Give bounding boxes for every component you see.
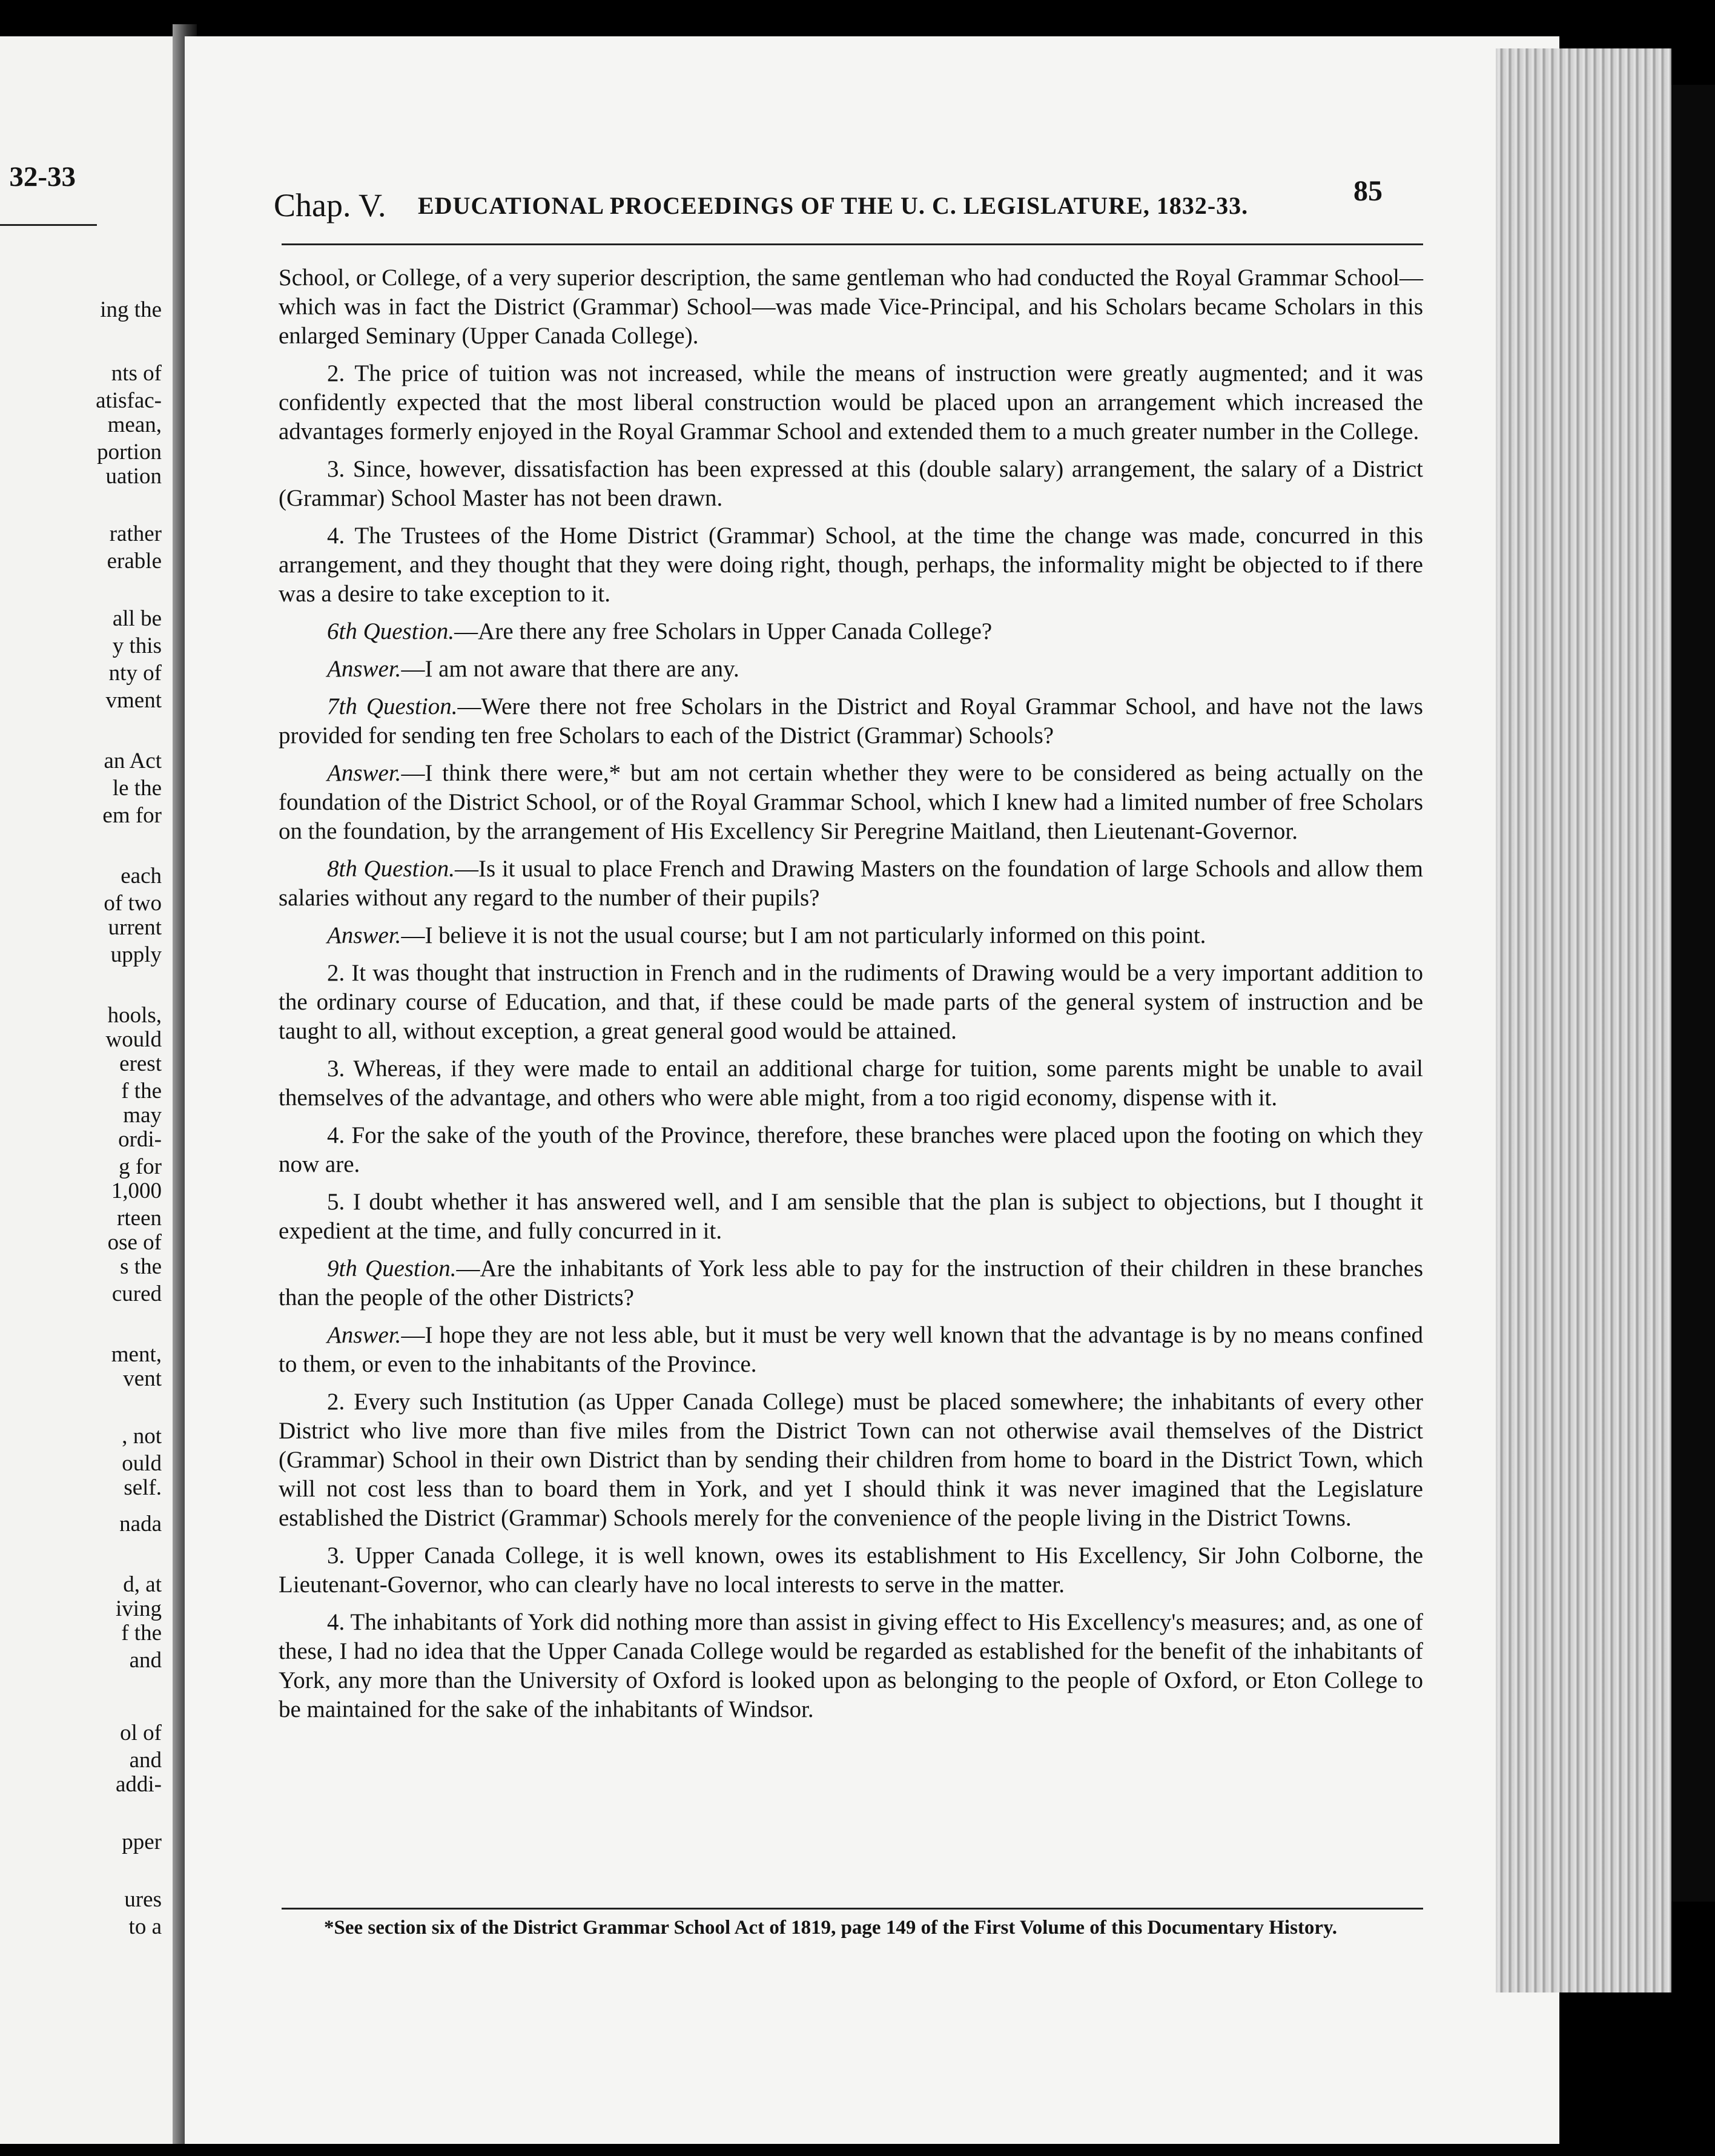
facing-page-fragment: all be — [112, 606, 162, 631]
facing-page-fragment: ing the — [100, 297, 162, 322]
facing-page-fragment: rteen — [117, 1206, 162, 1231]
page-edges — [1496, 48, 1671, 1992]
paragraph-label: 8th Question. — [327, 856, 455, 882]
facing-page-fragment: ment, — [111, 1342, 162, 1367]
paragraph-text: 2. Every such Institution (as Upper Canada College) must be placed somewhere; the inhabitants of every other District who live more than five miles from the District Town can not otherwise avail themselves of the District (Grammar) School in their own District than by sending their children from home to board in the District Town, which will not cost less than to board them in York, and yet I should think it was never imagined that the Legislature established the District (Grammar) Schools merely for the convenience of the people living in the District Towns. — [279, 1389, 1423, 1531]
facing-page-rule — [0, 224, 97, 226]
paragraph — [279, 1541, 1423, 1599]
facing-page-fragment: cured — [111, 1281, 162, 1306]
page — [185, 36, 1559, 2144]
facing-page-fragment: addi- — [115, 1772, 162, 1797]
paragraph-text: —Is it usual to place French and Drawing Masters on the foundation of large Schools and allow them salaries without any regard to the number of their pupils? — [279, 856, 1423, 911]
paragraph-text: 5. I doubt whether it has answered well, and I am sensible that the plan is subject to objections, but I thought it expedient at the time, and fully concurred in it. — [279, 1189, 1423, 1244]
facing-page-fragment: g for — [119, 1154, 162, 1179]
paragraph-text: 4. The Trustees of the Home District (Grammar) School, at the time the change was made, concurred in this arrangement, and they thought that they were doing right, though, perhaps, the informality might be objected to if there was a desire to take exception to it. — [279, 523, 1423, 607]
paragraph — [279, 1608, 1423, 1724]
paragraph — [279, 359, 1423, 446]
paragraph — [279, 263, 1423, 351]
facing-page-fragment: le the — [112, 776, 162, 801]
qa-paragraph — [279, 692, 1423, 750]
running-title: EDUCATIONAL PROCEEDINGS OF THE U. C. LEGISLATURE, 1832-33. — [418, 192, 1249, 219]
facing-page-fragment: 1,000 — [111, 1179, 162, 1203]
paragraph-text: —Are there any free Scholars in Upper Canada College? — [454, 618, 993, 644]
facing-page-fragment: iving — [115, 1596, 162, 1621]
paragraph-text: 2. It was thought that instruction in French and in the rudiments of Drawing would be a very important addition to the ordinary course of Education, and that, if these could be made parts of the general system of instruction and be taught to all, without exception, a great general good would be attained. — [279, 960, 1423, 1044]
paragraph-text: —Are the inhabitants of York less able to pay for the instruction of their children in these branches than the people of the other Districts? — [279, 1255, 1423, 1311]
paragraph-label: Answer. — [327, 760, 401, 786]
paragraph-text: 3. Upper Canada College, it is well known, owes its establishment to His Excellency, Sir John Colborne, the Lieutenant-Governor, who can clearly have no local interests to serve in the matter. — [279, 1543, 1423, 1598]
facing-page-text — [0, 36, 173, 2144]
paragraph-label: Answer. — [327, 1322, 401, 1348]
paragraph-text: 2. The price of tuition was not increased, while the means of instruction were greatly augmented; and it was confidently expected that the most liberal construction would be placed upon an arrangement which increased the advantages formerly enjoyed in the Royal Grammar School and extended them to a much greater number in the College. — [279, 360, 1423, 445]
facing-page-fragment: nty of — [108, 661, 162, 686]
header-rule — [282, 243, 1423, 245]
facing-page-fragment: em for — [102, 803, 162, 828]
qa-paragraph — [279, 1254, 1423, 1312]
footnote-rule — [282, 1908, 1423, 1910]
qa-paragraph — [279, 921, 1423, 950]
body-text — [279, 263, 1423, 1733]
paragraph-label: 6th Question. — [327, 618, 455, 644]
paragraph-text: —Were there not free Scholars in the District and Royal Grammar School, and have not the laws provided for sending ten free Scholars to each of the District (Grammar) Schools? — [279, 693, 1423, 749]
paragraph — [279, 1054, 1423, 1113]
page-number: 85 — [1353, 175, 1383, 207]
facing-page-header: 32-33 — [9, 161, 76, 193]
facing-page-fragment: s the — [120, 1254, 162, 1279]
facing-page-fragment: , not — [122, 1424, 162, 1449]
facing-page-fragment: ordi- — [118, 1127, 162, 1152]
qa-paragraph — [279, 1321, 1423, 1379]
paragraph — [279, 1188, 1423, 1246]
paragraph-label: 9th Question. — [327, 1255, 457, 1281]
facing-page — [0, 36, 173, 2144]
paragraph — [279, 1121, 1423, 1179]
facing-page-fragment: ose of — [107, 1230, 162, 1255]
facing-page-fragment: hools, — [107, 1003, 162, 1028]
facing-page-fragment: upply — [110, 942, 162, 967]
facing-page-fragment: mean, — [107, 412, 162, 437]
qa-paragraph — [279, 655, 1423, 684]
facing-page-fragment: ol of — [120, 1721, 162, 1745]
facing-page-fragment: f the — [121, 1079, 162, 1103]
facing-page-fragment: rather — [109, 521, 162, 546]
paragraph-text: —I think there were,* but am not certain whether they were to be considered as being actually on the foundation of the District School, or of the Royal Grammar School, which I knew had a limited number of free Scholars on the foundation, by the arrangement of His Excellency Sir Peregrine Maitland, then Lieutenant-Governor. — [279, 760, 1423, 844]
facing-page-fragment: y this — [112, 633, 162, 658]
paragraph — [279, 959, 1423, 1046]
paragraph-label: Answer. — [327, 656, 401, 682]
paragraph-text: 3. Since, however, dissatisfaction has been expressed at this (double salary) arrangement, the salary of a District (Grammar) School Master has not been drawn. — [279, 456, 1423, 511]
facing-page-fragment: vent — [123, 1366, 162, 1391]
facing-page-fragment: vment — [105, 688, 162, 713]
facing-page-fragment: to a — [128, 1914, 162, 1939]
facing-page-fragment: d, at — [123, 1572, 162, 1597]
facing-page-fragment: and — [129, 1648, 162, 1673]
facing-page-fragment: and — [129, 1748, 162, 1773]
paragraph-label: 7th Question. — [327, 693, 458, 719]
facing-page-fragment: erest — [119, 1051, 162, 1076]
paragraph — [279, 521, 1423, 609]
paragraph-text: 4. For the sake of the youth of the Province, therefore, these branches were placed upon the footing on which they now are. — [279, 1122, 1423, 1177]
paragraph-text: School, or College, of a very superior description, the same gentleman who had conducted the Royal Grammar School—which was in fact the District (Grammar) School—was made Vice-Principal, and his Scholars became Scholars in this enlarged Seminary (Upper Canada College). — [279, 265, 1423, 349]
facing-page-fragment: each — [121, 864, 162, 888]
facing-page-fragment: self. — [124, 1475, 162, 1500]
paragraph-text: 4. The inhabitants of York did nothing more than assist in giving effect to His Excellency's measures; and, as one of these, I had no idea that the Upper Canada College would be regarded as established for the benefit of the inhabitants of York, any more than the University of Oxford is looked upon as belonging to the people of Oxford, or Eton College to be maintained for the sake of the inhabitants of Windsor. — [279, 1609, 1423, 1722]
qa-paragraph — [279, 855, 1423, 913]
edges-shadow — [1671, 85, 1715, 1902]
facing-page-fragment: of two — [104, 891, 162, 916]
facing-page-fragment: ould — [122, 1451, 162, 1476]
facing-page-fragment: atisfac- — [96, 388, 162, 413]
paragraph — [279, 1387, 1423, 1533]
facing-page-fragment: nada — [119, 1512, 162, 1536]
chapter-label: Chap. V. — [274, 187, 386, 223]
paragraph — [279, 455, 1423, 513]
facing-page-fragment: f the — [121, 1621, 162, 1645]
qa-paragraph — [279, 617, 1423, 646]
paragraph-text: —I believe it is not the usual course; but I am not particularly informed on this point. — [401, 922, 1206, 948]
paragraph-label: Answer. — [327, 922, 401, 948]
paragraph-text: —I am not aware that there are any. — [401, 656, 739, 682]
facing-page-fragment: an Act — [104, 749, 162, 773]
facing-page-fragment: uation — [105, 464, 162, 489]
facing-page-fragment: urrent — [108, 915, 162, 940]
paragraph-text: 3. Whereas, if they were made to entail an additional charge for tuition, some parents might be unable to avail themselves of the advantage, and others who were able might, from a too rigid economy, dispense with it. — [279, 1056, 1423, 1111]
facing-page-fragment: erable — [107, 549, 162, 574]
facing-page-fragment: ures — [124, 1887, 162, 1912]
facing-page-fragment: pper — [122, 1830, 162, 1854]
facing-page-fragment: would — [105, 1027, 162, 1052]
qa-paragraph — [279, 759, 1423, 846]
facing-page-fragment: portion — [97, 440, 162, 465]
facing-page-fragment: may — [123, 1103, 162, 1128]
footnote: *See section six of the District Grammar School Act of 1819, page 149 of the First Volume of this Documentary History. — [324, 1917, 1338, 1939]
paragraph-text: —I hope they are not less able, but it must be very well known that the advantage is by no means confined to them, or even to the inhabitants of the Province. — [279, 1322, 1423, 1377]
facing-page-fragment: nts of — [111, 361, 162, 386]
